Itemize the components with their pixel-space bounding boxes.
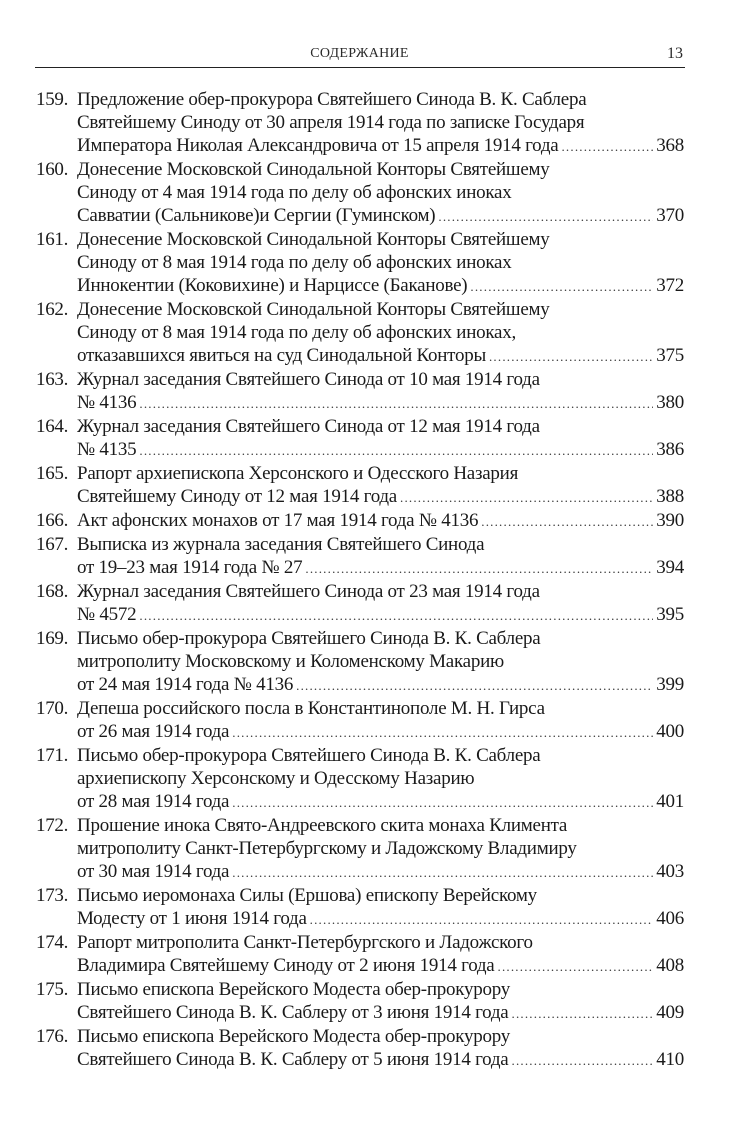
entry-line [77,344,684,368]
entry-number: 175. [36,979,69,1000]
dot-leader [139,439,653,462]
entry-title-text: Святейшего Синода В. К. Саблеру от 5 июня 1914 года [77,1049,509,1070]
running-title: СОДЕРЖАНИЕ [310,46,409,61]
entry-title-text: Синоду от 8 мая 1914 года по делу об афонских иноках [77,252,512,273]
entry-line [77,884,684,907]
entry-line [77,814,684,837]
entry-line [77,720,684,744]
entry-number: 163. [36,369,69,390]
entry-number: 174. [36,932,69,953]
entry-page-number: 386 [656,439,684,460]
entry-line [77,298,684,321]
entry-page-number: 409 [656,1002,684,1023]
entry-title-text: отказавшихся явиться на суд Синодальной Конторы [77,345,486,366]
dot-leader [512,1049,654,1072]
entry-page-number: 394 [656,557,684,578]
toc-entry [36,298,684,368]
entry-title-text: Письмо обер-прокурора Святейшего Синода В. К. Саблера [77,745,541,766]
entry-line [77,603,684,627]
dot-leader [438,205,653,228]
toc-entry [36,158,684,228]
entry-line [77,837,684,860]
entry-title-text: Донесение Московской Синодальной Конторы Святейшему [77,299,550,320]
entry-title-text: Письмо епископа Верейского Модеста обер-прокурору [77,979,510,1000]
dot-leader [305,557,653,580]
entry-line [77,391,684,415]
entry-number: 161. [36,229,69,250]
entry-line [77,321,684,344]
entry-title-text: Рапорт митрополита Санкт-Петербургского и Ладожского [77,932,533,953]
entry-number: 160. [36,159,69,180]
entry-title-text: № 4135 [77,439,137,460]
entry-title-text: митрополиту Санкт-Петербургскому и Ладожскому Владимиру [77,838,577,859]
entry-number: 172. [36,815,69,836]
dot-leader [139,392,653,415]
entry-line [77,907,684,931]
entry-title-text: Депеша российского посла в Константинополе М. Н. Гирса [77,698,545,719]
toc-entry [36,884,684,931]
toc-entry [36,228,684,298]
toc-entry [36,580,684,627]
dot-leader [512,1002,654,1025]
entry-line [77,181,684,204]
header-rule [35,67,685,68]
entry-number: 167. [36,534,69,555]
entry-title-text: Синоду от 4 мая 1914 года по делу об афонских иноках [77,182,512,203]
toc-entry [36,462,684,509]
entry-line [77,134,684,158]
entry-line [77,697,684,720]
entry-title-text: Выписка из журнала заседания Святейшего Синода [77,534,485,555]
entry-line [77,533,684,556]
entry-page-number: 390 [656,510,684,531]
entry-line [77,931,684,954]
entry-line [77,274,684,298]
dot-leader [400,486,653,509]
entry-line [77,556,684,580]
entry-number: 173. [36,885,69,906]
entry-title-text: Иннокентии (Коковихине) и Нарциссе (Баканове) [77,275,468,296]
toc-entry [36,1025,684,1072]
entry-title-text: Донесение Московской Синодальной Конторы Святейшему [77,229,550,250]
dot-leader [481,510,653,533]
dot-leader [232,721,653,744]
entry-line [77,111,684,134]
toc-entry [36,744,684,814]
entry-page-number: 406 [656,908,684,929]
entry-line [77,228,684,251]
dot-leader [232,791,653,814]
entry-page-number: 388 [656,486,684,507]
entry-page-number: 400 [656,721,684,742]
entry-number: 166. [36,510,69,531]
dot-leader [296,674,653,697]
dot-leader [470,275,653,298]
entry-number: 171. [36,745,69,766]
entry-title-text: Журнал заседания Святейшего Синода от 23 мая 1914 года [77,581,540,602]
toc-entry [36,509,684,533]
toc-entry [36,978,684,1025]
entry-number: 162. [36,299,69,320]
entry-page-number: 410 [656,1049,684,1070]
toc-entry [36,88,684,158]
entry-page-number: 372 [656,275,684,296]
toc-entry [36,697,684,744]
entry-title-text: Императора Николая Александровича от 15 апреля 1914 года [77,135,559,156]
entry-number: 164. [36,416,69,437]
entry-title-text: Журнал заседания Святейшего Синода от 10 мая 1914 года [77,369,540,390]
toc-entry [36,814,684,884]
entry-page-number: 370 [656,205,684,226]
entry-title-text: от 28 мая 1914 года [77,791,230,812]
entry-line [77,627,684,650]
entry-page-number: 399 [656,674,684,695]
entry-page-number: 368 [656,135,684,156]
entry-number: 176. [36,1026,69,1047]
entry-title-text: Синоду от 8 мая 1914 года по делу об афонских иноках, [77,322,516,343]
entry-line [77,88,684,111]
entry-title-text: Донесение Московской Синодальной Конторы Святейшему [77,159,550,180]
toc-entry [36,368,684,415]
entry-page-number: 408 [656,955,684,976]
dot-leader [561,135,653,158]
dot-leader [139,604,653,627]
entry-line [77,580,684,603]
dot-leader [489,345,653,368]
entry-title-text: Святейшему Синоду от 30 апреля 1914 года по записке Государя [77,112,585,133]
entry-line [77,650,684,673]
entry-title-text: архиепископу Херсонскому и Одесскому Назарию [77,768,475,789]
entry-title-text: Рапорт архиепископа Херсонского и Одесского Назария [77,463,519,484]
toc-entry [36,627,684,697]
entry-line [77,158,684,181]
toc-entry [36,415,684,462]
entry-page-number: 401 [656,791,684,812]
entry-title-text: Журнал заседания Святейшего Синода от 12 мая 1914 года [77,416,540,437]
entry-title-text: от 24 мая 1914 года № 4136 [77,674,294,695]
entry-line [77,860,684,884]
entry-line [77,744,684,767]
entry-title-text: Письмо иеромонаха Силы (Ершова) епископу Верейскому [77,885,537,906]
entry-number: 165. [36,463,69,484]
entry-title-text: № 4572 [77,604,137,625]
dot-leader [310,908,654,931]
entry-line [77,790,684,814]
entry-number: 169. [36,628,69,649]
entry-line [77,368,684,391]
entry-line [77,1025,684,1048]
entry-title-text: от 19–23 мая 1914 года № 27 [77,557,303,578]
entry-line [77,1001,684,1025]
entry-line [77,485,684,509]
table-of-contents [36,88,684,1072]
entry-title-text: Предложение обер-прокурора Святейшего Синода В. К. Саблера [77,89,587,110]
toc-entry [36,533,684,580]
entry-title-text: Письмо обер-прокурора Святейшего Синода В. К. Саблера [77,628,541,649]
entry-line [77,438,684,462]
page-number: 13 [667,45,683,62]
entry-line [77,204,684,228]
entry-line [77,462,684,485]
entry-number: 159. [36,89,69,110]
entry-page-number: 380 [656,392,684,413]
entry-title-text: Прошение инока Свято-Андреевского скита монаха Климента [77,815,568,836]
entry-page-number: 375 [656,345,684,366]
entry-line [77,978,684,1001]
entry-title-text: Савватии (Сальникове)и Сергии (Гуминском) [77,205,436,226]
entry-title-text: Модесту от 1 июня 1914 года [77,908,307,929]
dot-leader [498,955,654,978]
entry-title-text: № 4136 [77,392,137,413]
entry-title-text: от 26 мая 1914 года [77,721,230,742]
entry-page-number: 403 [656,861,684,882]
dot-leader [232,861,653,884]
entry-title-text: Акт афонских монахов от 17 мая 1914 года № 4136 [77,510,479,531]
entry-title-text: Владимира Святейшему Синоду от 2 июня 1914 года [77,955,495,976]
entry-title-text: от 30 мая 1914 года [77,861,230,882]
entry-line [77,673,684,697]
entry-title-text: Святейшему Синоду от 12 мая 1914 года [77,486,397,507]
running-header [35,44,684,68]
entry-line [77,251,684,274]
entry-line [77,1048,684,1072]
entry-title-text: митрополиту Московскому и Коломенскому Макарию [77,651,504,672]
entry-line [77,415,684,438]
entry-title-text: Святейшего Синода В. К. Саблеру от 3 июня 1914 года [77,1002,509,1023]
entry-number: 168. [36,581,69,602]
entry-title-text: Письмо епископа Верейского Модеста обер-прокурору [77,1026,510,1047]
entry-line [77,509,684,533]
entry-number: 170. [36,698,69,719]
entry-line [77,767,684,790]
entry-line [77,954,684,978]
entry-page-number: 395 [656,604,684,625]
toc-entry [36,931,684,978]
